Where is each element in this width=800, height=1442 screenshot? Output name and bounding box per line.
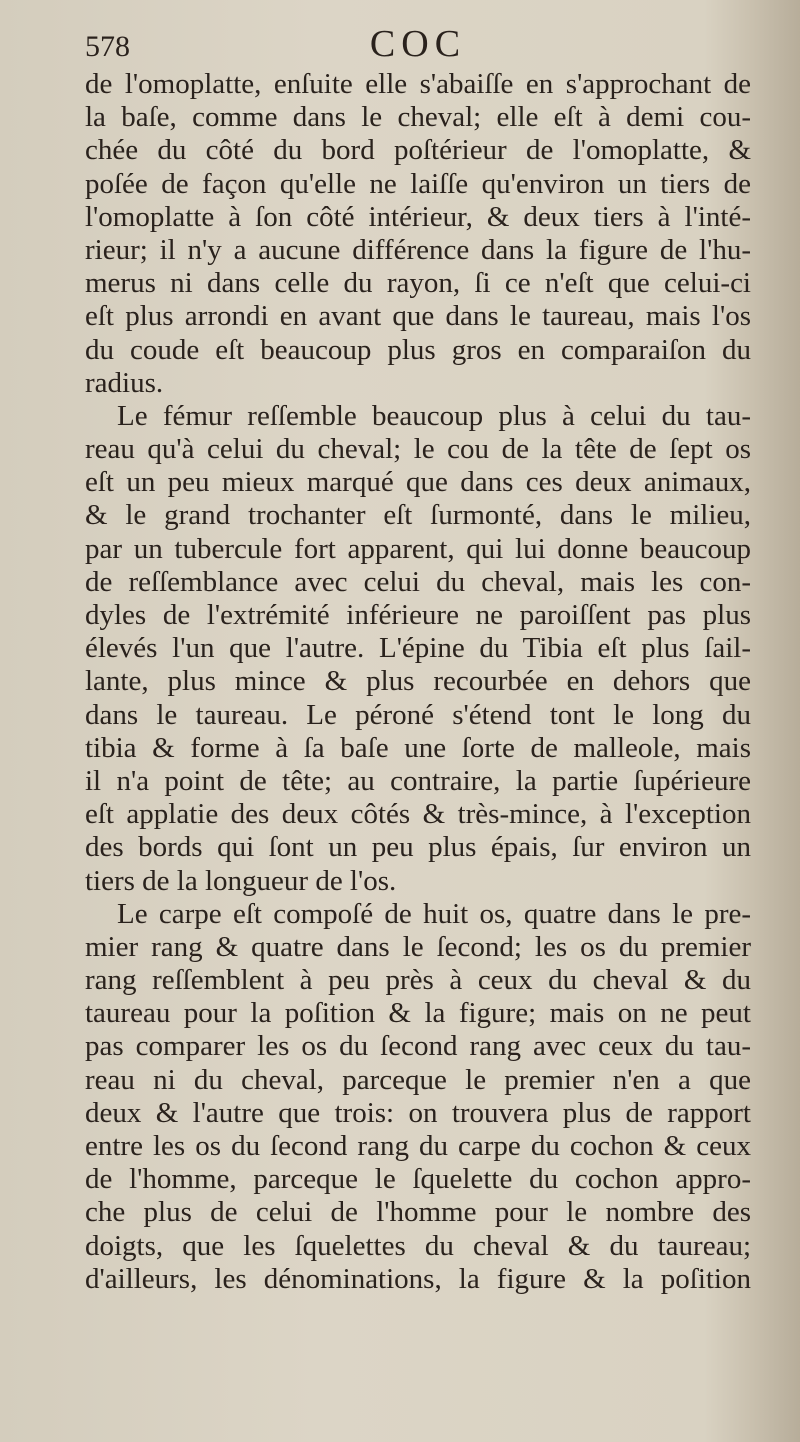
text-line: dans le taureau. Le péroné s'étend tont le long du (85, 698, 751, 731)
text-line: taureau pour la poſition & la figure; mais on ne peut (85, 997, 751, 1030)
text-line: tibia & forme à ſa baſe une ſorte de malleole, mais (85, 731, 751, 764)
text-line: doigts, que les ſquelettes du cheval & du taureau; (85, 1229, 751, 1262)
text-line: lante, plus mince & plus recourbée en dehors que (85, 665, 751, 698)
text-line: la baſe, comme dans le cheval; elle eſt à demi cou- (85, 101, 751, 134)
text-line: poſée de façon qu'elle ne laiſſe qu'environ un tiers de (85, 167, 751, 200)
text-line: mier rang & quatre dans le ſecond; les os du premier (85, 930, 751, 963)
text-line: de l'homme, parceque le ſquelette du cochon appro- (85, 1163, 751, 1196)
text-line: de reſſemblance avec celui du cheval, mais les con- (85, 565, 751, 598)
text-line: des bords qui ſont un peu plus épais, ſur environ un (85, 831, 751, 864)
text-line: deux & l'autre que trois: on trouvera plus de rapport (85, 1096, 751, 1129)
page-header (85, 22, 751, 66)
text-line: eſt un peu mieux marqué que dans ces deux animaux, (85, 466, 751, 499)
running-head: COC (369, 23, 467, 65)
text-line: merus ni dans celle du rayon, ſi ce n'eſt que celui-ci (85, 267, 751, 300)
text-line: d'ailleurs, les dénominations, la figure & la poſition (85, 1262, 751, 1295)
text-line: il n'a point de tête; au contraire, la partie ſupérieure (85, 764, 751, 797)
text-line: par un tubercule fort apparent, qui lui donne beaucoup (85, 532, 751, 565)
text-line: Le carpe eſt compoſé de huit os, quatre dans le pre- (117, 897, 751, 930)
text-line: eſt applatie des deux côtés & très-mince, à l'exception (85, 798, 751, 831)
text-line: du coude eſt beaucoup plus gros en comparaiſon du (85, 333, 751, 366)
body-text (85, 68, 751, 1296)
text-line: élevés l'un que l'autre. L'épine du Tibia eſt plus ſail- (85, 632, 751, 665)
text-line: de l'omoplatte, enſuite elle s'abaiſſe en s'approchant de (85, 68, 751, 100)
text-line: rang reſſemblent à peu près à ceux du cheval & du (85, 964, 751, 997)
page-number: 578 (85, 30, 130, 63)
text-line: eſt plus arrondi en avant que dans le taureau, mais l'os (85, 300, 751, 333)
text-line: che plus de celui de l'homme pour le nombre des (85, 1196, 751, 1229)
text-line: rieur; il n'y a aucune différence dans la figure de l'hu- (85, 233, 751, 266)
text-line: entre les os du ſecond rang du carpe du cochon & ceux (85, 1130, 751, 1162)
text-line: l'omoplatte à ſon côté intérieur, & deux tiers à l'inté- (85, 200, 751, 233)
text-line: radius. (85, 366, 164, 399)
text-line: pas comparer les os du ſecond rang avec ceux du tau- (85, 1030, 751, 1063)
text-line: chée du côté du bord poſtérieur de l'omoplatte, & (85, 134, 751, 167)
text-line: Le fémur reſſemble beaucoup plus à celui du tau- (117, 399, 751, 432)
text-line: tiers de la longueur de l'os. (85, 864, 397, 897)
text-line: reau qu'à celui du cheval; le cou de la tête de ſept os (85, 433, 751, 466)
text-line: reau ni du cheval, parceque le premier n'en a que (85, 1063, 751, 1096)
text-line: dyles de l'extrémité inférieure ne paroiſſent pas plus (85, 599, 751, 631)
text-line: & le grand trochanter eſt ſurmonté, dans le milieu, (85, 499, 751, 532)
